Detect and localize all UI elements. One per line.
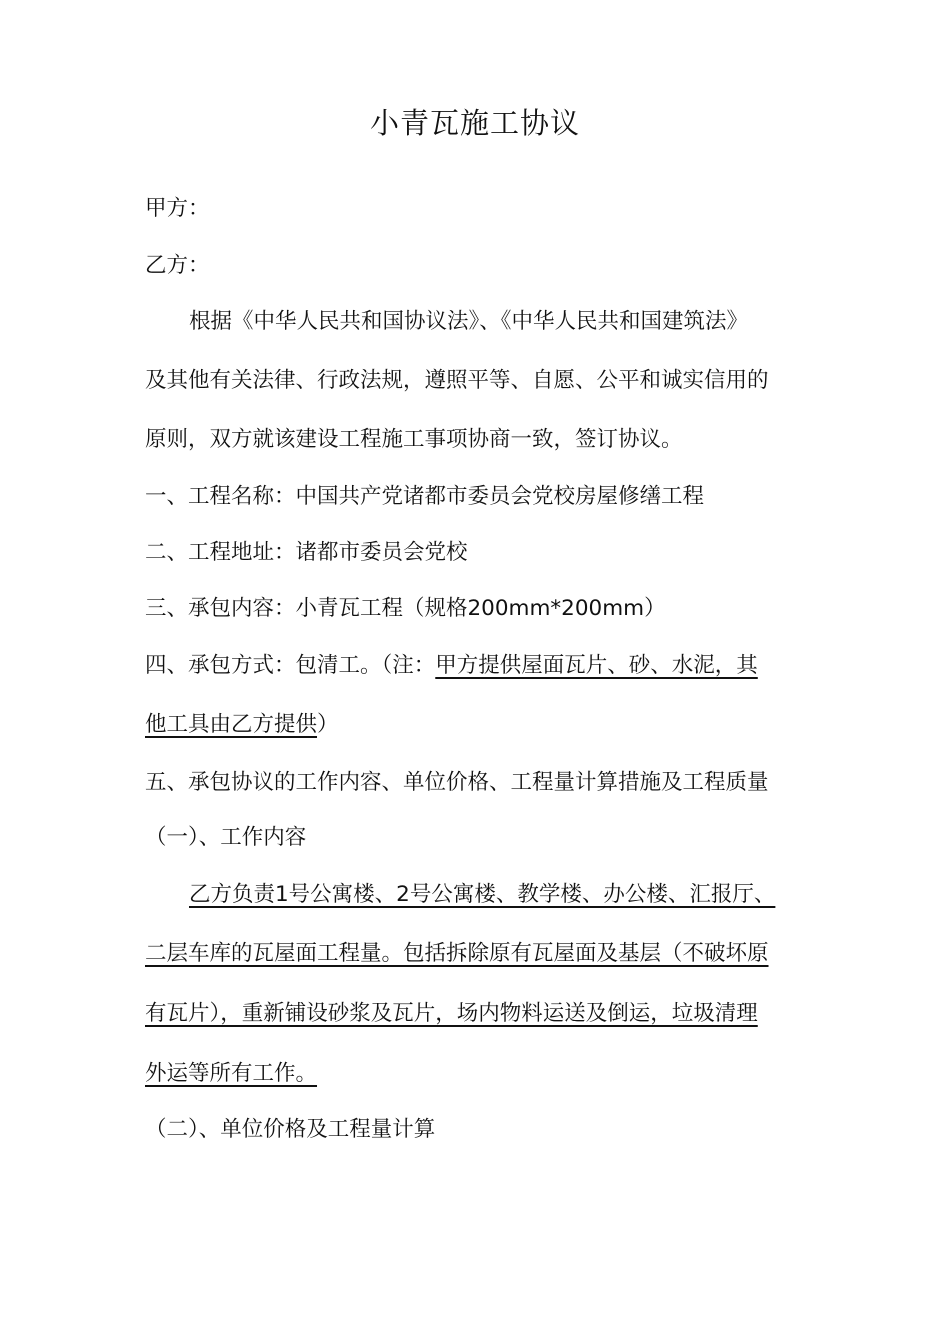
item-project-address: 二、工程地址：诸都市委员会党校: [145, 540, 468, 565]
item-contract-method-note-2: 他工具由乙方提供: [145, 712, 318, 737]
intro-line-3: 原则，双方就该建设工程施工事项协商一致，签订协议。: [145, 427, 683, 452]
party-a-label: 甲方：: [145, 196, 210, 221]
item-contract-method: [145, 650, 758, 682]
section-1-line-1: [189, 879, 775, 911]
item-contract-method-note-1: 甲方提供屋面瓦片、砂、水泥，其: [435, 653, 758, 678]
section-1-text-1: 乙方负责1号公寓楼、2号公寓楼、教学楼、办公楼、汇报厅、: [189, 882, 776, 907]
section-1-text-4: 外运等所有工作。: [145, 1061, 318, 1086]
section-1-line-3: [145, 998, 758, 1030]
item-contract-method-cont: [145, 709, 339, 741]
section-2-heading: （二）、单位价格及工程量计算: [145, 1117, 436, 1142]
section-1-text-3: 有瓦片），重新铺设砂浆及瓦片，场内物料运送及倒运，垃圾清理: [145, 1001, 758, 1026]
item-work-scope: 五、承包协议的工作内容、单位价格、工程量计算措施及工程质量: [145, 770, 769, 795]
intro-line-1: 根据《中华人民共和国协议法》、《中华人民共和国建筑法》: [189, 309, 749, 334]
party-b-label: 乙方：: [145, 253, 210, 278]
section-1-text-2: 二层车库的瓦屋面工程量。包括拆除原有瓦屋面及基层（不破坏原: [145, 941, 769, 966]
item-project-name: 一、工程名称：中国共产党诸都市委员会党校房屋修缮工程: [145, 484, 705, 509]
section-1-heading: （一）、工作内容: [145, 825, 307, 850]
item-contract-method-prefix: 四、承包方式：包清工。（注：: [145, 653, 436, 678]
section-1-line-4: [145, 1058, 317, 1090]
document-title: 小青瓦施工协议: [369, 106, 580, 140]
item-contract-content: 三、承包内容：小青瓦工程（规格200mm*200mm）: [145, 596, 666, 621]
intro-line-2: 及其他有关法律、行政法规，遵照平等、自愿、公平和诚实信用的: [145, 368, 769, 393]
section-1-line-2: [145, 938, 769, 970]
item-contract-method-suffix: ）: [317, 712, 339, 737]
